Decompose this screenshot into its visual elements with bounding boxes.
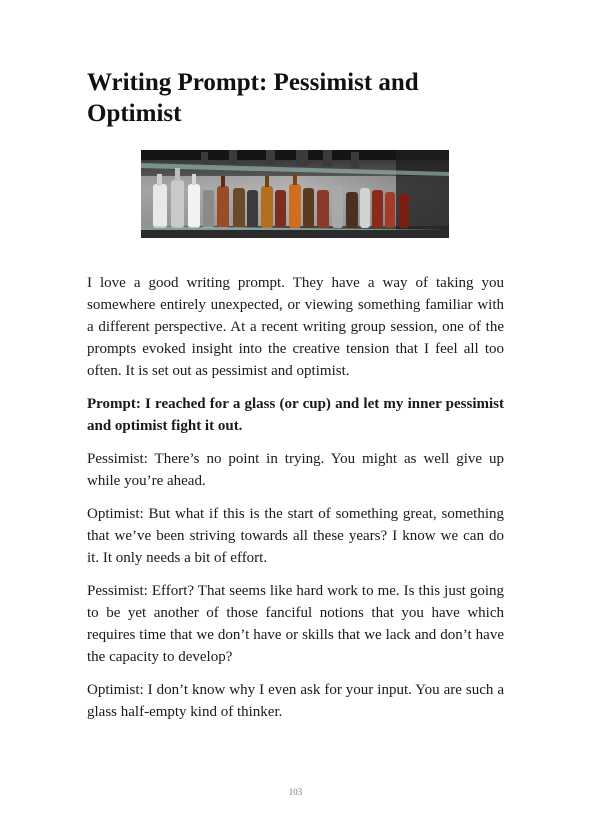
bar-shelves-photo — [141, 150, 449, 238]
optimist-line-2: Optimist: I don’t know why I even ask for your input. You are such a glass half-empty kind of thinker. — [87, 682, 504, 720]
pessimist-line-1: Pessimist: There’s no point in trying. You might as well give up while you’re ahead. — [87, 451, 504, 489]
pessimist-line-2: Pessimist: Effort? That seems like hard work to me. Is this just going to be yet another of those fanciful notions that you have which requires time that we don’t have or skills that we lack and don’t have the capacity to develop? — [87, 583, 504, 665]
article-body — [87, 272, 504, 734]
page-title: Writing Prompt: Pessimist and Optimist — [87, 69, 419, 127]
optimist-line-1: Optimist: But what if this is the start of something great, something that we’ve been striving towards all these years? I know we can do it. It only needs a bit of effort. — [87, 506, 504, 566]
bottles-image — [141, 150, 449, 238]
prompt-paragraph: Prompt: I reached for a glass (or cup) and let my inner pessimist and optimist fight it out. — [87, 396, 504, 434]
page-number: 103 — [288, 787, 303, 797]
intro-paragraph: I love a good writing prompt. They have a way of taking you somewhere entirely unexpected, or viewing something familiar with a different perspective. At a recent writing group session, one of the prompts evoked insight into the creative tension that I feel all too often. It is set out as pessimist and optimist. — [87, 275, 504, 379]
